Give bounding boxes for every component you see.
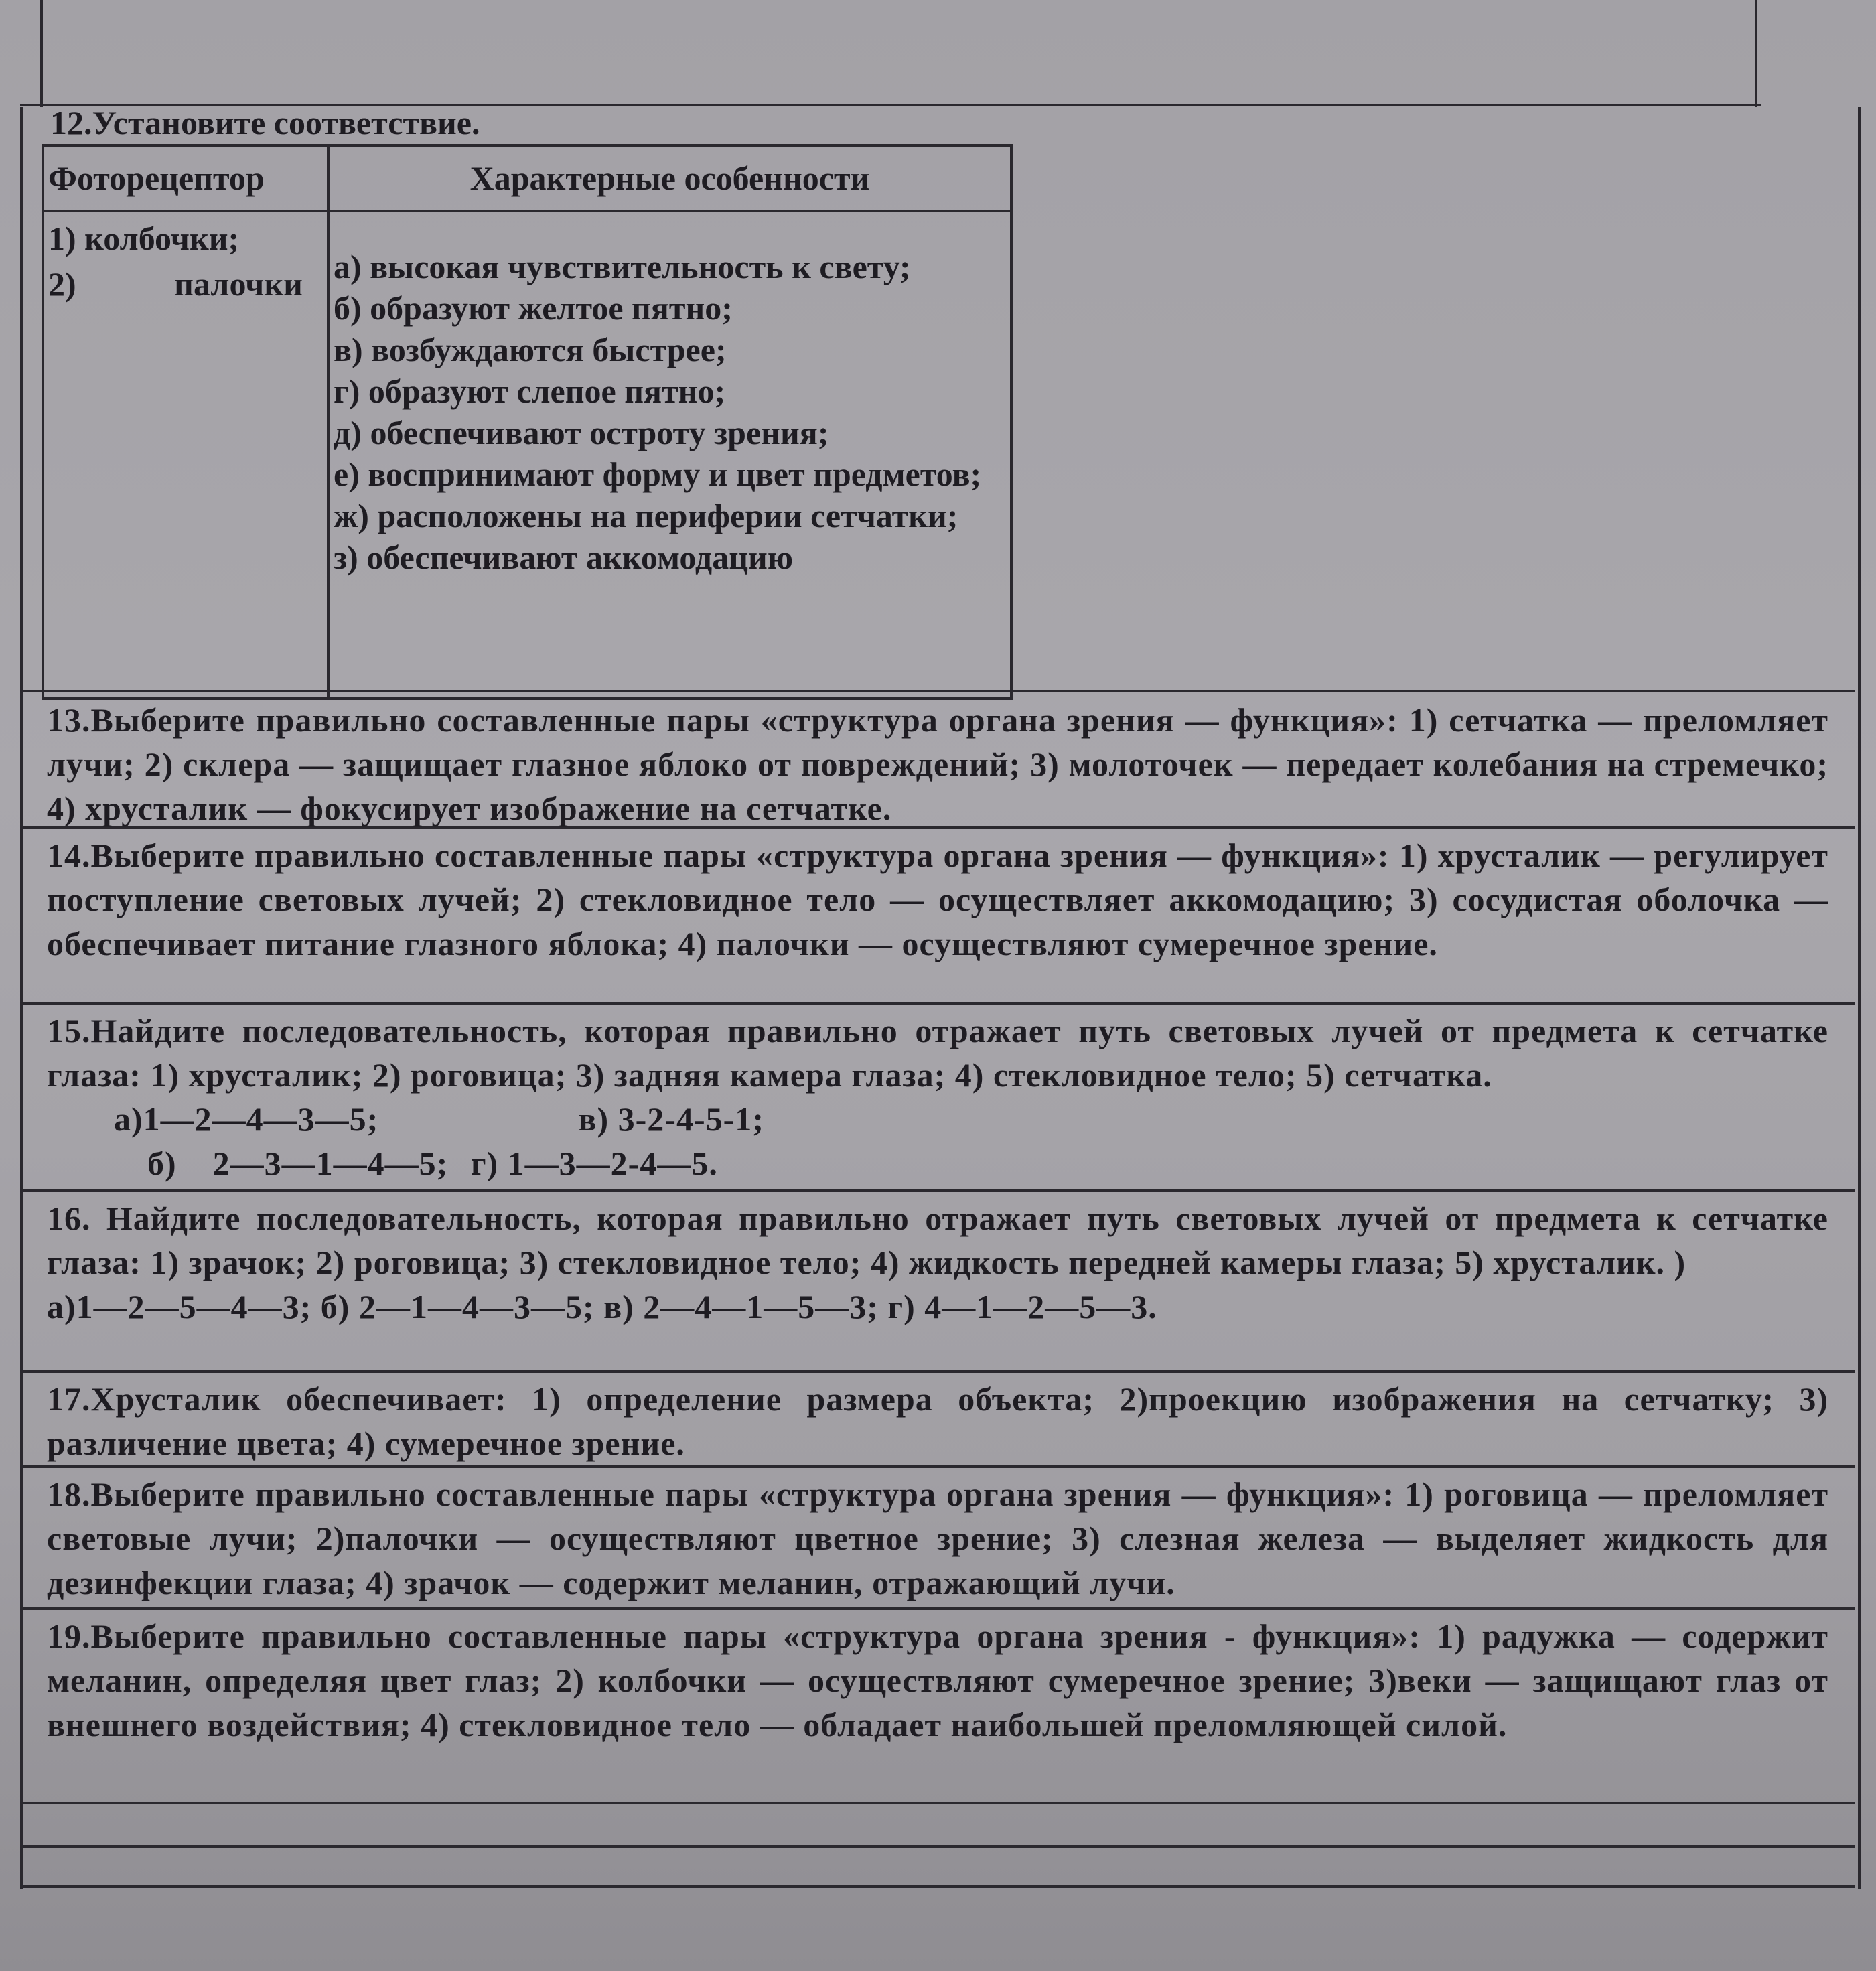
- feature-item: з) обеспечивают аккомодацию: [334, 538, 794, 576]
- question-17-text: 17.Хрусталик обеспечивает: 1) определение размера объекта; 2)проекцию изображения на сетчатку; 3) различение цвета; 4) сумеречное зрение.: [47, 1380, 1828, 1462]
- header-features: Характерные особенности: [328, 145, 1011, 211]
- receptor-item: [48, 263, 323, 305]
- feature-item: г) образуют слепое пятно;: [334, 372, 726, 410]
- question-17: [20, 1373, 1855, 1468]
- feature-item: б) образуют желтое пятно;: [334, 289, 733, 327]
- question-12-title: 12.Установите соответствие.: [50, 104, 480, 141]
- empty-row-rule: [20, 1885, 1855, 1888]
- question-18: [20, 1468, 1855, 1610]
- option-a: а)1—2—4—3—5;: [114, 1100, 379, 1138]
- receptor-number: 2): [48, 265, 76, 303]
- question-16-text: 16. Найдите последовательность, которая правильно отражает путь световых лучей от предмета к сетчатке глаза: 1) зрачок; 2) роговица; 3) стекловидное тело; 4) жидкость передней камеры глаза; 5) хрусталик. ): [47, 1199, 1828, 1281]
- question-13-text: 13.Выберите правильно составленные пары «структура органа зрения — функция»: 1) сетчатка — преломляет лучи; 2) склера — защищает глазное яблоко от повреждений; 3) молоточек — передает колебания на стремечко; 4) хрусталик — фокусирует изображение на сетчатке.: [47, 701, 1828, 827]
- feature-item: д) обеспечивают остроту зрения;: [334, 414, 829, 451]
- question-13: [20, 694, 1855, 829]
- features-cell: [328, 211, 1011, 699]
- feature-item: ж) расположены на периферии сетчатки;: [334, 497, 958, 534]
- feature-item: е) воспринимают форму и цвет предметов;: [334, 455, 982, 493]
- empty-row-rule: [20, 1845, 1855, 1848]
- matching-table-body: [43, 211, 1011, 699]
- receptor-item: 1) колбочки;: [48, 220, 240, 257]
- matching-table: [42, 144, 1013, 700]
- feature-item: а) высокая чувствительность к свету;: [334, 248, 911, 285]
- question-19: [20, 1610, 1855, 1804]
- question-19-text: 19.Выберите правильно составленные пары «структура органа зрения - функция»: 1) радужка — содержит меланин, определяя цвет глаз; 2) колбочки — осуществляют сумеречное зрение; 3)веки — защищают глаз от внешнего воздействия; 4) стекловидное тело — обладает наибольшей преломляющей силой.: [47, 1617, 1828, 1743]
- question-15-options-row-2: [47, 1141, 1828, 1185]
- option-b: б) 2—3—1—4—5;: [147, 1145, 449, 1182]
- receptor-name: палочки: [174, 265, 303, 303]
- question-15-options-row-1: [47, 1097, 1828, 1141]
- top-left-rule: [40, 0, 43, 107]
- option-g: г) 1—3—2-4—5.: [470, 1145, 718, 1182]
- question-16: [20, 1192, 1855, 1373]
- question-12-bottom-rule: [20, 690, 1855, 692]
- option-v: в) 3-2-4-5-1;: [578, 1100, 764, 1138]
- question-14: [20, 829, 1855, 1005]
- matching-table-header: [43, 145, 1011, 211]
- receptor-cell: [43, 211, 328, 699]
- question-15-text: 15.Найдите последовательность, которая правильно отражает путь световых лучей от предмета к сетчатке глаза: 1) хрусталик; 2) роговица; 3) задняя камера глаза; 4) стекловидное тело; 5) сетчатка.: [47, 1012, 1828, 1094]
- question-16-options: а)1—2—5—4—3; б) 2—1—4—3—5; в) 2—4—1—5—3; г) 4—1—2—5—3.: [47, 1288, 1157, 1325]
- header-photoreceptor: Фоторецептор: [43, 145, 328, 211]
- top-right-rule: [1755, 0, 1757, 107]
- question-15: [20, 1005, 1855, 1192]
- feature-item: в) возбуждаются быстрее;: [334, 331, 727, 368]
- question-18-text: 18.Выберите правильно составленные пары «структура органа зрения — функция»: 1) роговица — преломляет световые лучи; 2)палочки — осуществляют цветное зрение; 3) слезная железа — выделяет жидкость для дезинфекции глаза; 4) зрачок — содержит меланин, отражающий лучи.: [47, 1475, 1828, 1601]
- question-14-text: 14.Выберите правильно составленные пары «структура органа зрения — функция»: 1) хрусталик — регулирует поступление световых лучей; 2) стекловидное тело — осуществляет аккомодацию; 3) сосудистая оболочка — обеспечивает питание глазного яблока; 4) палочки — осуществляют сумеречное зрение.: [47, 836, 1828, 962]
